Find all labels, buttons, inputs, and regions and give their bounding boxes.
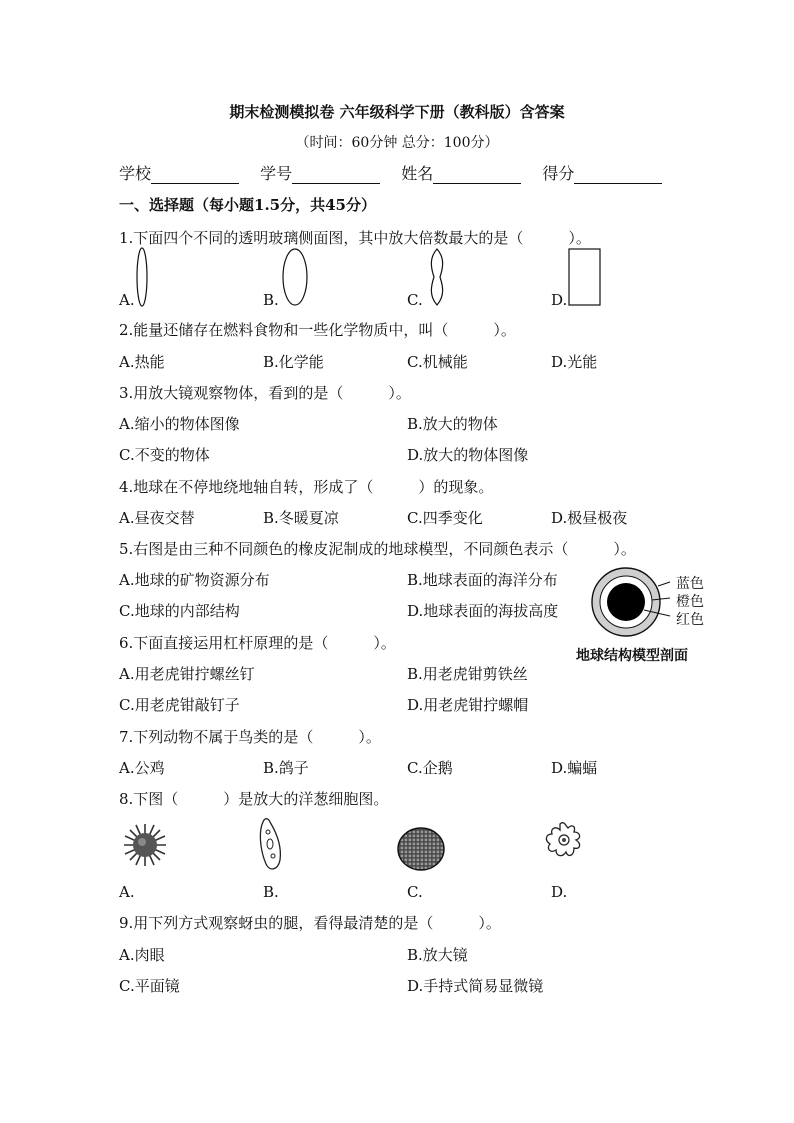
q3-option-d[interactable]: D.放大的物体图像 <box>407 446 529 464</box>
q1-option-a[interactable]: A. <box>119 291 135 309</box>
q3-option-c[interactable]: C.不变的物体 <box>119 446 210 464</box>
virus-figure <box>122 822 168 868</box>
student-id-label: 学号 <box>260 164 293 183</box>
q8-option-c[interactable]: C. <box>407 883 423 901</box>
question-2-stem: 2.能量还储存在燃料食物和一些化学物质中，叫（ ）。 <box>119 321 516 339</box>
page-title: 期末检测模拟卷 六年级科学下册（教科版）含答案 <box>229 103 565 121</box>
question-3-stem: 3.用放大镜观察物体，看到的是（ ）。 <box>119 384 411 402</box>
q6-option-c[interactable]: C.用老虎钳敲钉子 <box>119 696 240 714</box>
paramecium-figure <box>256 816 284 872</box>
section-heading: 一、选择题（每小题1.5分，共45分） <box>119 196 376 214</box>
lens-b-figure <box>280 246 310 308</box>
student-id-blank[interactable] <box>292 167 380 184</box>
q7-option-c[interactable]: C.企鹅 <box>407 759 453 777</box>
q7-option-a[interactable]: A.公鸡 <box>119 759 165 777</box>
question-5-stem: 5.右图是由三种不同颜色的橡皮泥制成的地球模型，不同颜色表示（ ）。 <box>119 540 636 558</box>
exam-time-score: （时间：60分钟 总分：100分） <box>295 135 499 151</box>
lens-c-figure <box>426 246 448 308</box>
earth-figure-caption: 地球结构模型剖面 <box>576 648 688 664</box>
q8-option-b[interactable]: B. <box>263 883 279 901</box>
question-7-stem: 7.下列动物不属于鸟类的是（ ）。 <box>119 728 381 746</box>
question-1-stem: 1.下面四个不同的透明玻璃侧面图，其中放大倍数最大的是（ ）。 <box>119 229 591 247</box>
q4-option-c[interactable]: C.四季变化 <box>407 509 483 527</box>
score-label: 得分 <box>542 164 575 183</box>
name-label: 姓名 <box>401 164 434 183</box>
q5-option-d[interactable]: D.地球表面的海拔高度 <box>407 602 559 620</box>
q7-option-b[interactable]: B.鸽子 <box>263 759 309 777</box>
q4-option-d[interactable]: D.极昼极夜 <box>551 509 628 527</box>
q6-option-a[interactable]: A.用老虎钳拧螺丝钉 <box>119 665 255 683</box>
q4-option-a[interactable]: A.昼夜交替 <box>119 509 195 527</box>
question-4-stem: 4.地球在不停地绕地轴自转，形成了（ ）的现象。 <box>119 478 494 496</box>
q7-option-d[interactable]: D.蝙蝠 <box>551 759 598 777</box>
q3-option-a[interactable]: A.缩小的物体图像 <box>119 415 240 433</box>
label-red: 红色 <box>676 612 704 628</box>
label-orange: 橙色 <box>676 594 704 610</box>
q5-option-c[interactable]: C.地球的内部结构 <box>119 602 240 620</box>
q1-option-b[interactable]: B. <box>263 291 279 309</box>
q5-option-a[interactable]: A.地球的矿物资源分布 <box>119 571 270 589</box>
lens-a-figure <box>134 246 150 308</box>
q9-option-b[interactable]: B.放大镜 <box>407 946 468 964</box>
q5-option-b[interactable]: B.地球表面的海洋分布 <box>407 571 558 589</box>
school-label: 学校 <box>119 164 152 183</box>
q4-option-b[interactable]: B.冬暖夏凉 <box>263 509 339 527</box>
q1-option-d[interactable]: D. <box>551 291 568 309</box>
score-blank[interactable] <box>574 167 662 184</box>
name-blank[interactable] <box>433 167 521 184</box>
q6-option-b[interactable]: B.用老虎钳剪铁丝 <box>407 665 528 683</box>
onion-cell-figure <box>396 826 446 872</box>
question-9-stem: 9.用下列方式观察蚜虫的腿，看得最清楚的是（ ）。 <box>119 914 501 932</box>
q9-option-d[interactable]: D.手持式简易显微镜 <box>407 977 544 995</box>
q2-option-d[interactable]: D.光能 <box>551 353 598 371</box>
q2-option-a[interactable]: A.热能 <box>119 353 165 371</box>
earth-structure-figure <box>590 566 670 646</box>
question-6-stem: 6.下面直接运用杠杆原理的是（ ）。 <box>119 634 396 652</box>
q9-option-a[interactable]: A.肉眼 <box>119 946 165 964</box>
student-info-row <box>119 164 662 184</box>
q8-option-a[interactable]: A. <box>119 883 135 901</box>
q2-option-c[interactable]: C.机械能 <box>407 353 468 371</box>
glass-d-figure <box>568 248 602 308</box>
q8-option-d[interactable]: D. <box>551 883 568 901</box>
q1-option-c[interactable]: C. <box>407 291 423 309</box>
q9-option-c[interactable]: C.平面镜 <box>119 977 180 995</box>
q6-option-d[interactable]: D.用老虎钳拧螺帽 <box>407 696 529 714</box>
question-8-stem: 8.下图（ ）是放大的洋葱细胞图。 <box>119 790 389 808</box>
label-blue: 蓝色 <box>676 576 704 592</box>
school-blank[interactable] <box>151 167 239 184</box>
q2-option-b[interactable]: B.化学能 <box>263 353 324 371</box>
amoeba-figure <box>540 818 586 864</box>
q3-option-b[interactable]: B.放大的物体 <box>407 415 498 433</box>
